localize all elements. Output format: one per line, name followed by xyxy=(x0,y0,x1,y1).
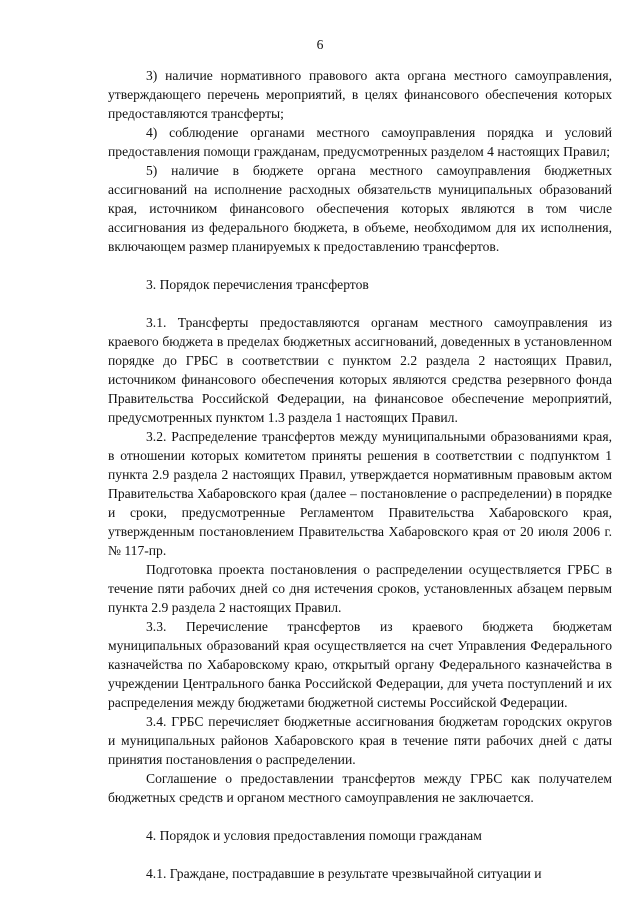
section-heading-4: 4. Порядок и условия предоставления помощи гражданам xyxy=(146,828,482,843)
document-body xyxy=(108,66,612,883)
paragraph-item-5: 5) наличие в бюджете органа местного самоуправления бюджетных ассигнований на исполнение расходных обязательств муниципальных образований края, источником финансового обеспечения которых являются в том числе ассигнования из федерального бюджета, в объеме, необходимом для их исполнения, включающем размер планируемых к предоставлению трансфертов. xyxy=(108,163,612,254)
paragraph-3-1: 3.1. Трансферты предоставляются органам местного самоуправления из краевого бюджета в пределах бюджетных ассигнований, доведенных в установленном порядке до ГРБС в соответствии с пунктом 2.2 раздела 2 настоящих Правил, источником финансового обеспечения которых являются средства резервного фонда Правительства Российской Федерации, на финансовое обеспечение мероприятий, предусмотренных пунктом 1.3 раздела 1 настоящих Правил. xyxy=(108,315,612,425)
paragraph-4-1: 4.1. Граждане, пострадавшие в результате чрезвычайной ситуации и xyxy=(146,866,542,881)
paragraph-3-2-preparation: Подготовка проекта постановления о распределении осуществляется ГРБС в течение пяти рабочих дней со дня истечения сроков, установленных абзацем первым пункта 2.9 раздела 2 настоящих Правил. xyxy=(108,562,612,615)
paragraph-agreement: Соглашение о предоставлении трансфертов между ГРБС как получателем бюджетных средств и органом местного самоуправления не заключается. xyxy=(108,771,612,805)
section-heading-3: 3. Порядок перечисления трансфертов xyxy=(146,277,369,292)
paragraph-3-3: 3.3. Перечисление трансфертов из краевого бюджета бюджетам муниципальных образований края осуществляется на счет Управления Федерального казначейства по Хабаровскому краю, открытый органу Федерального казначейства в учреждении Центрального банка Российской Федерации, для учета поступлений и их распределения между бюджетами бюджетной системы Российской Федерации. xyxy=(108,619,612,710)
page-number: 6 xyxy=(316,37,324,52)
paragraph-item-4: 4) соблюдение органами местного самоуправления порядка и условий предоставления помощи гражданам, предусмотренных разделом 4 настоящих Правил; xyxy=(108,125,612,159)
paragraph-3-4: 3.4. ГРБС перечисляет бюджетные ассигнования бюджетам городских округов и муниципальных районов Хабаровского края в течение пяти рабочих дней с даты принятия постановления о распределении. xyxy=(108,714,612,767)
paragraph-item-3: 3) наличие нормативного правового акта органа местного самоуправления, утверждающего перечень мероприятий, в целях финансового обеспечения которых предоставляются трансферты; xyxy=(108,68,612,121)
paragraph-3-2: 3.2. Распределение трансфертов между муниципальными образованиями края, в отношении которых комитетом приняты решения в соответствии с подпунктом 1 пункта 2.9 раздела 2 настоящих Правил, утверждается нормативным правовым актом Правительства Хабаровского края (далее – постановление о распределении) в порядке и сроки, предусмотренные Регламентом Правительства Хабаровского края, утвержденным постановлением Правительства Хабаровского края от 20 июля 2006 г. № 117-пр. xyxy=(108,429,612,558)
